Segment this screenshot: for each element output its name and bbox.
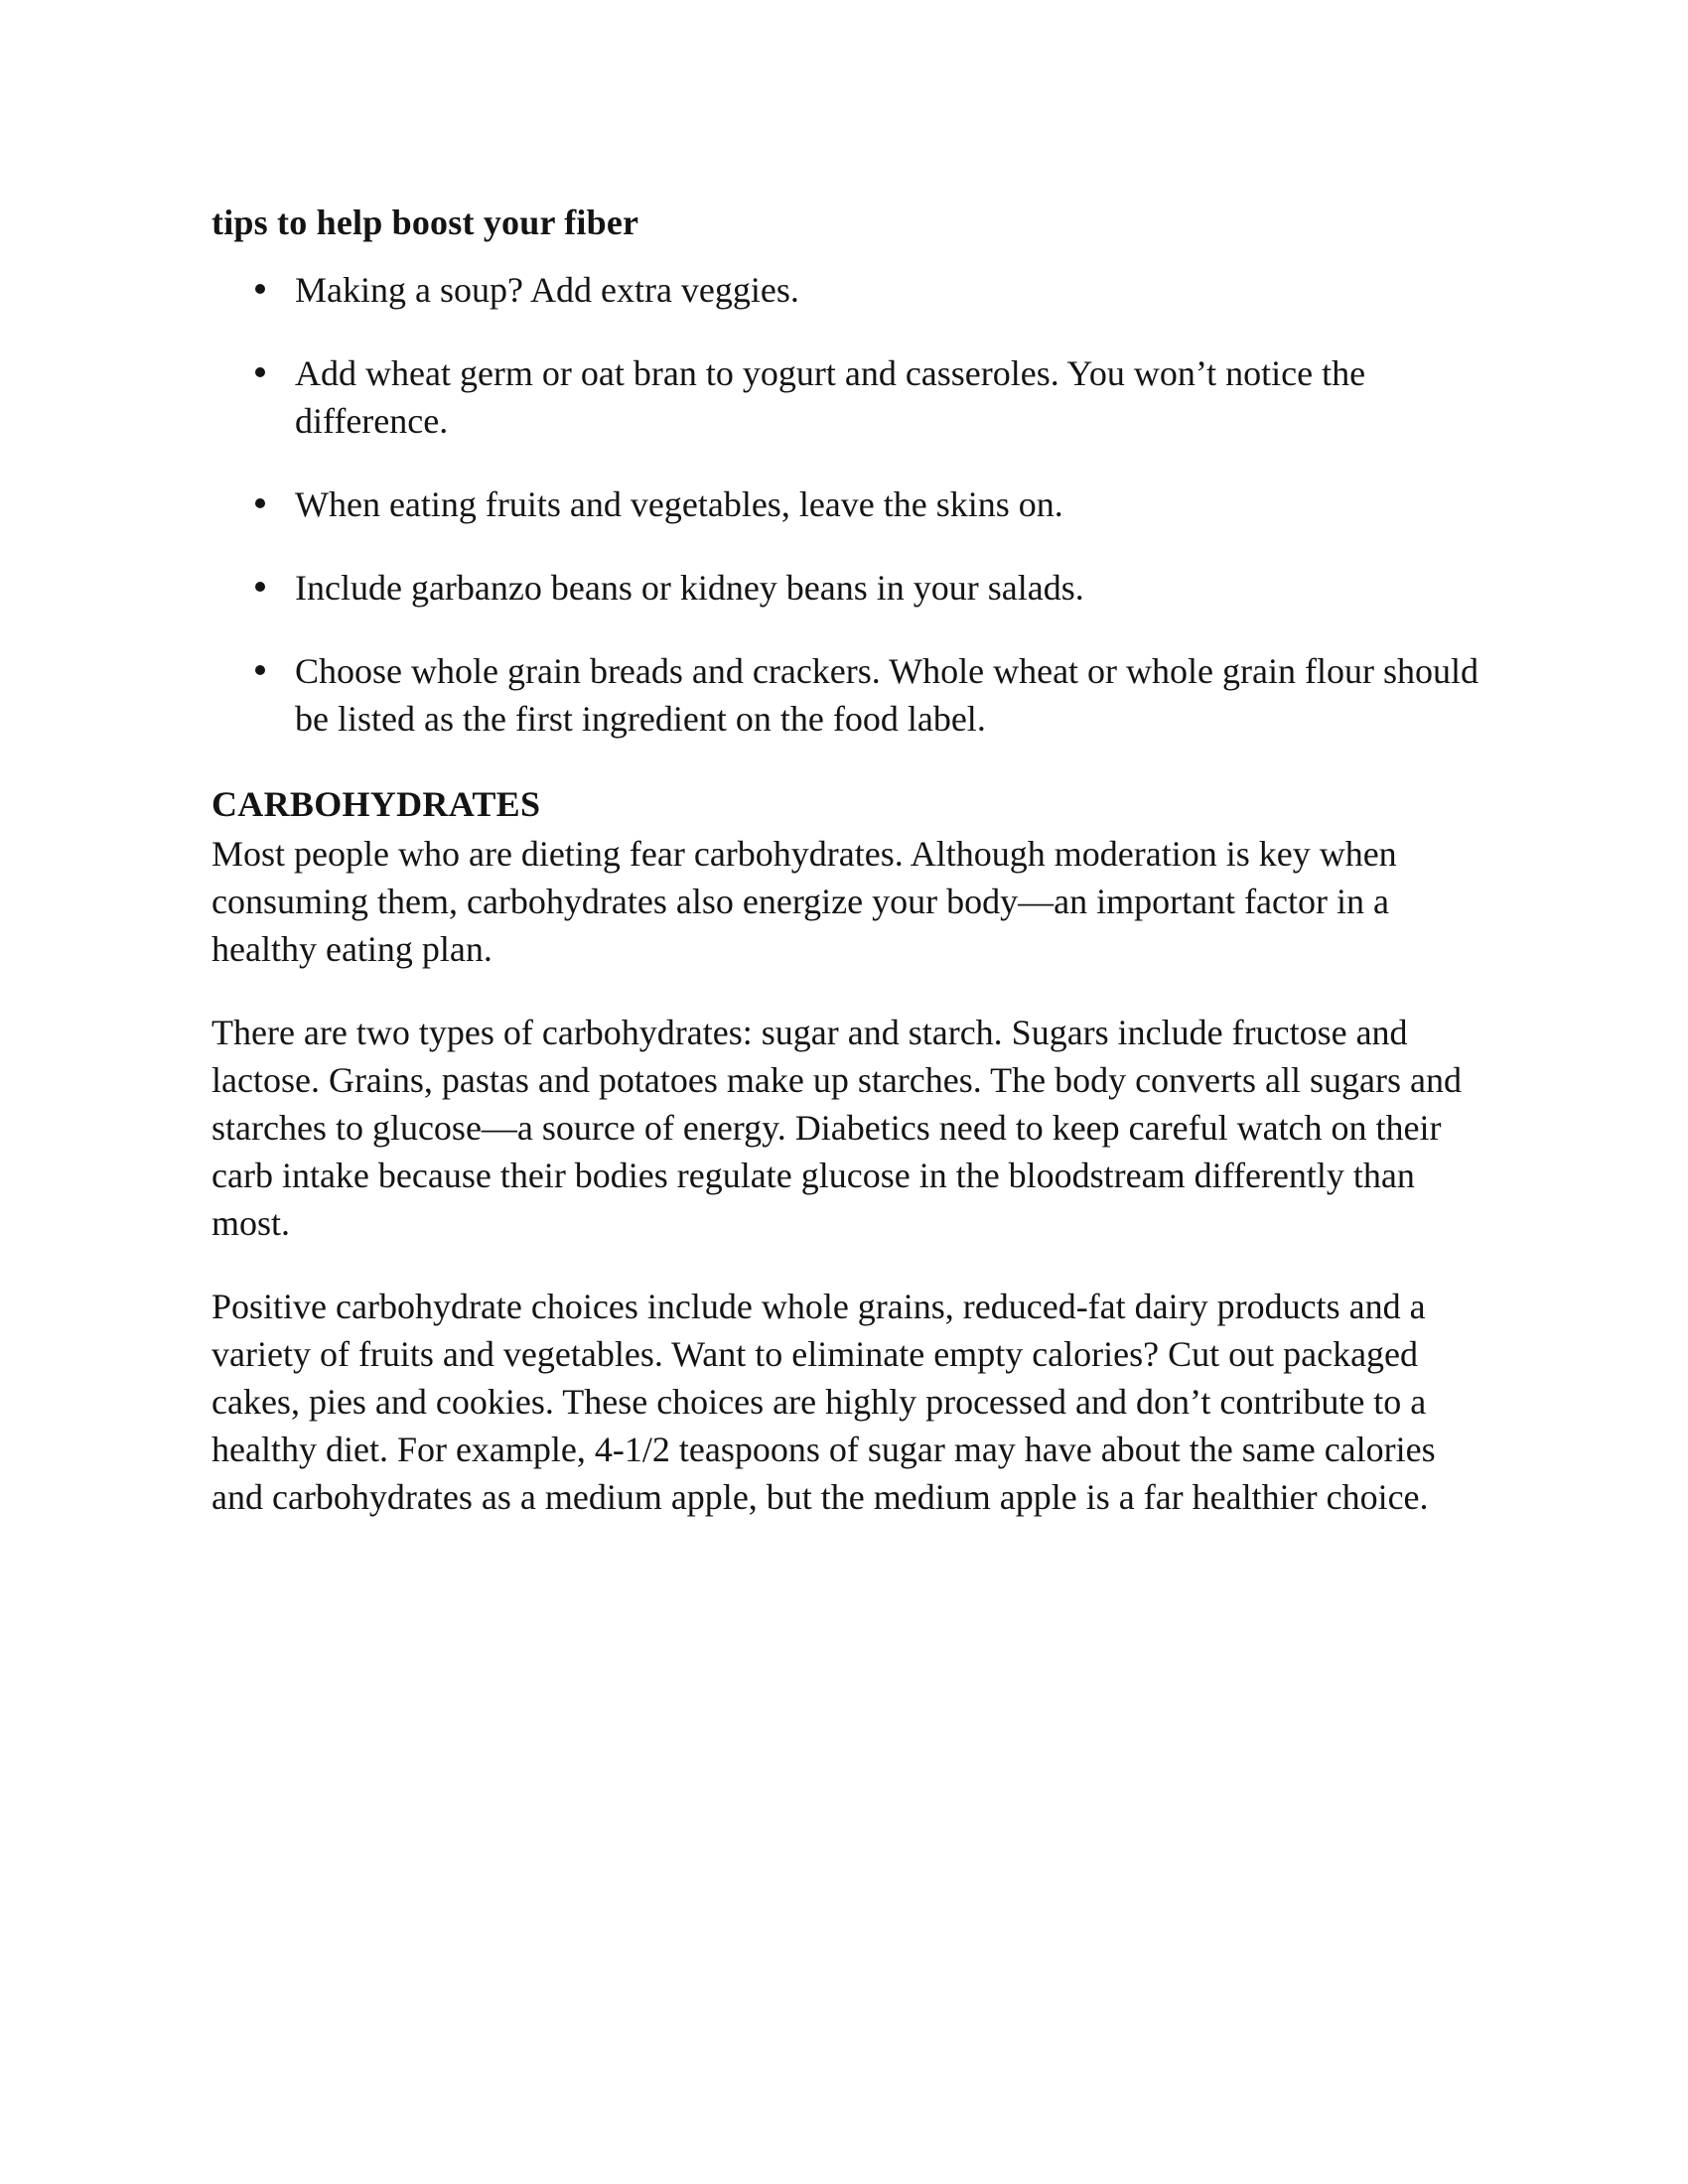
tips-list: [211, 266, 1492, 743]
list-item: [211, 647, 1492, 743]
carbohydrates-paragraph: Positive carbohydrate choices include whole grains, reduced-fat dairy products and a variety of fruits and vegetables. Want to eliminate empty calories? Cut out packaged cakes, pies and cookies. These choices are highly processed and don’t contribute to a healthy diet. For example, 4-1/2 teaspoons of sugar may have about the same calories and carbohydrates as a medium apple, but the medium apple is a far healthier choice.: [211, 1287, 1436, 1517]
tip-text: Include garbanzo beans or kidney beans in your salads.: [295, 568, 1084, 608]
list-item: [211, 564, 1492, 612]
list-item: [211, 266, 1492, 314]
carbohydrates-heading: CARBOHYDRATES: [211, 784, 541, 824]
page-content: [211, 195, 1492, 1557]
carbohydrates-paragraph: Most people who are dieting fear carbohydrates. Although moderation is key when consuming them, carbohydrates also energize your body—an important factor in a healthy eating plan.: [211, 834, 1397, 969]
carbohydrates-paragraph: There are two types of carbohydrates: sugar and starch. Sugars include fructose and lactose. Grains, pastas and potatoes make up starches. The body converts all sugars and starches to glucose—a source of energy. Diabetics need to keep careful watch on their carb intake because their bodies regulate glucose in the bloodstream differently than most.: [211, 1013, 1462, 1243]
tip-text: Making a soup? Add extra veggies.: [295, 270, 799, 310]
list-item: [211, 480, 1492, 528]
bullet-icon: [255, 367, 265, 377]
tip-text: Choose whole grain breads and crackers. Whole wheat or whole grain flour should be listed as the first ingredient on the food label.: [295, 651, 1478, 739]
tips-heading: tips to help boost your fiber: [211, 203, 639, 242]
bullet-icon: [255, 582, 265, 592]
bullet-icon: [255, 284, 265, 294]
list-item: [211, 349, 1492, 445]
tip-text: When eating fruits and vegetables, leave the skins on.: [295, 484, 1063, 524]
bullet-icon: [255, 665, 265, 675]
bullet-icon: [255, 498, 265, 508]
tip-text: Add wheat germ or oat bran to yogurt and casseroles. You won’t notice the difference.: [295, 353, 1366, 441]
